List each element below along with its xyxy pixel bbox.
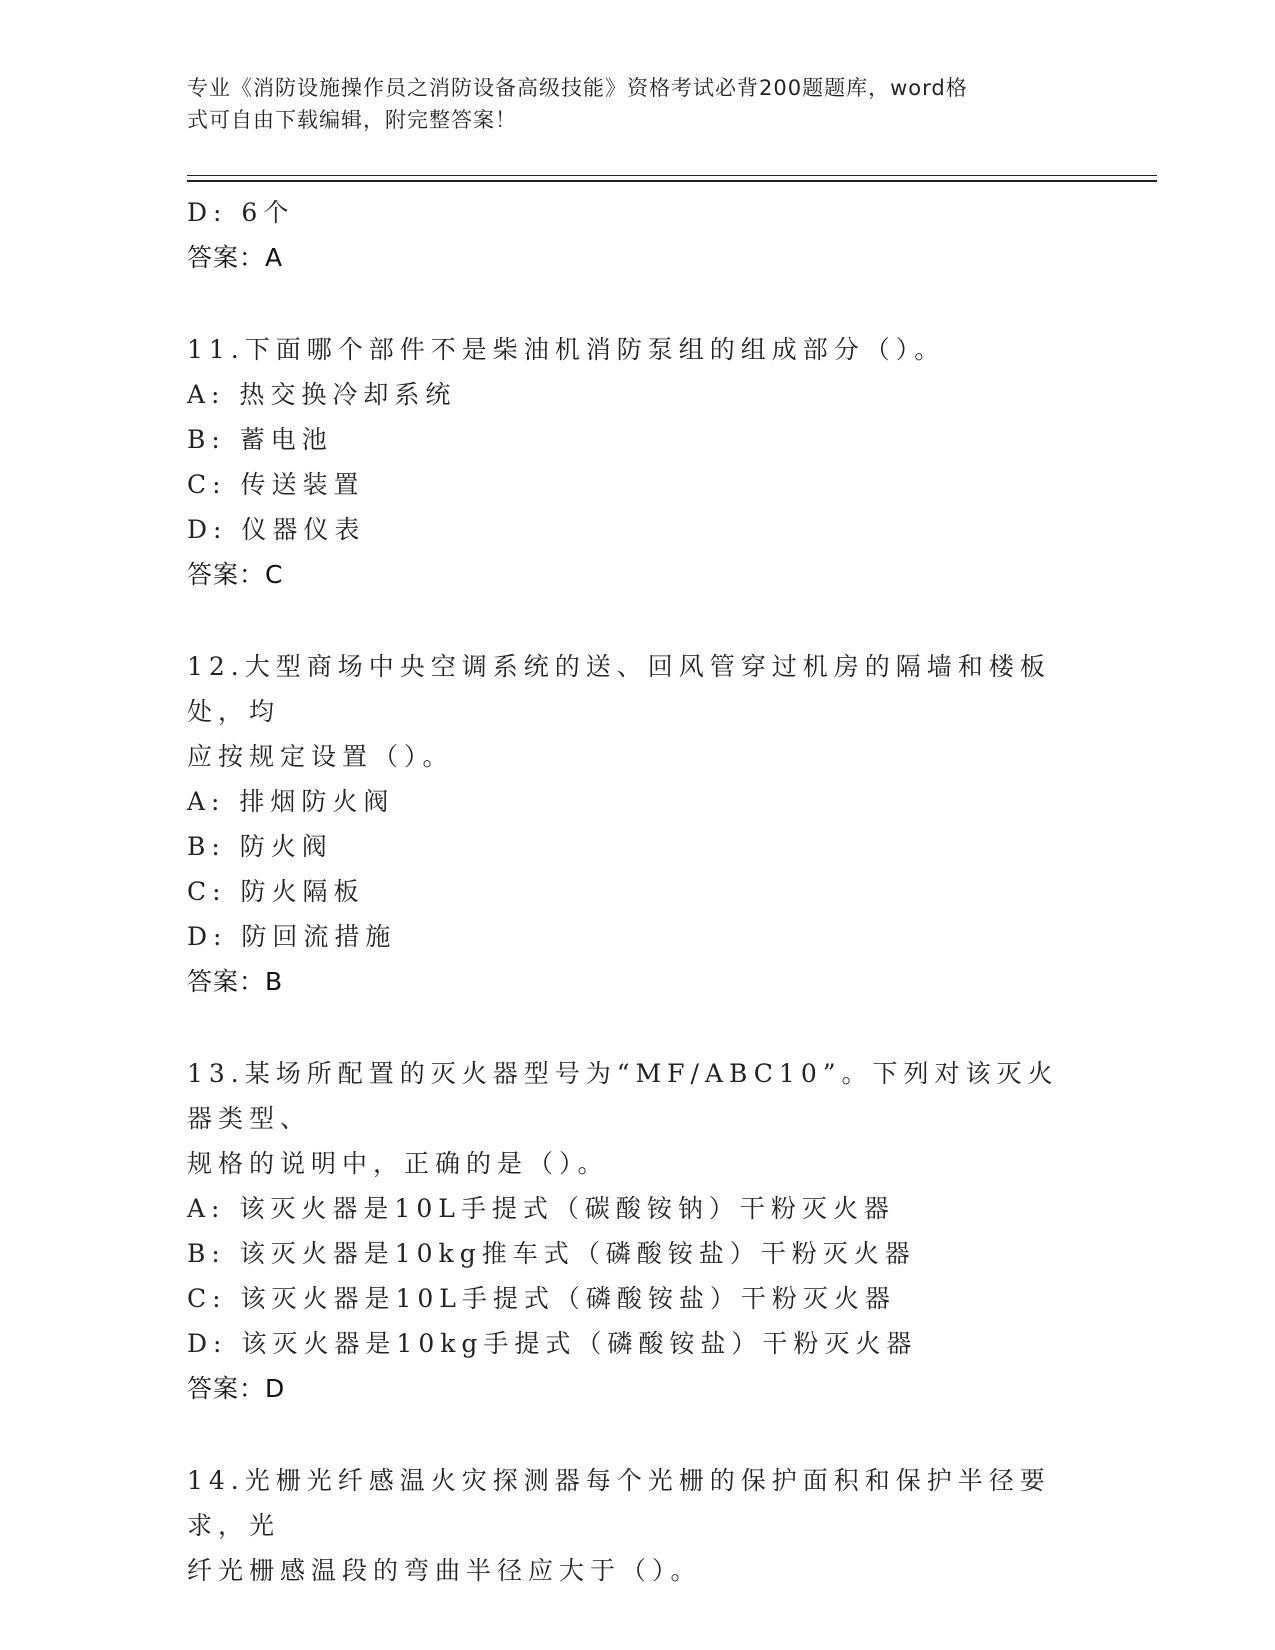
option-a: A: 该灭火器是10L手提式（碳酸铵钠）干粉灭火器 bbox=[187, 1194, 895, 1223]
option-d: D: 仪器仪表 bbox=[187, 515, 366, 544]
option-b: B: 该灭火器是10kg推车式（磷酸铵盐）干粉灭火器 bbox=[187, 1239, 916, 1268]
question-14 bbox=[187, 1458, 1087, 1593]
option-c: C: 该灭火器是10L手提式（磷酸铵盐）干粉灭火器 bbox=[187, 1284, 896, 1313]
page-header bbox=[187, 72, 1087, 136]
option-c: C: 防火隔板 bbox=[187, 877, 365, 906]
question-list bbox=[187, 190, 1087, 1593]
option-a: A: 排烟防火阀 bbox=[187, 787, 395, 816]
spacer bbox=[187, 280, 1087, 327]
spacer bbox=[187, 1004, 1087, 1051]
answer-line: 答案：D bbox=[187, 1374, 286, 1403]
question-stem-line-1: 12.大型商场中央空调系统的送、回风管穿过机房的隔墙和楼板处，均 bbox=[187, 652, 1051, 726]
option-a: A: 热交换冷却系统 bbox=[187, 380, 457, 409]
question-stem-line-2: 应按规定设置（）。 bbox=[187, 742, 454, 771]
header-line-2: 式可自由下载编辑，附完整答案！ bbox=[187, 108, 517, 132]
header-divider-thin bbox=[187, 175, 1157, 176]
question-stem: 11.下面哪个部件不是柴油机消防泵组的组成部分（）。 bbox=[187, 335, 946, 364]
option-d: D: 6个 bbox=[187, 198, 295, 227]
option-b: B: 蓄电池 bbox=[187, 425, 333, 454]
option-b: B: 防火阀 bbox=[187, 832, 333, 861]
option-d: D: 防回流措施 bbox=[187, 922, 397, 951]
answer-line: 答案：A bbox=[187, 243, 284, 272]
question-stem-line-1: 13.某场所配置的灭火器型号为“MF/ABC10”。下列对该灭火器类型、 bbox=[187, 1059, 1059, 1133]
answer-line: 答案：C bbox=[187, 560, 284, 589]
spacer bbox=[187, 1411, 1087, 1458]
option-d: D: 该灭火器是10kg手提式（磷酸铵盐）干粉灭火器 bbox=[187, 1329, 918, 1358]
question-10-tail bbox=[187, 190, 1087, 280]
question-11 bbox=[187, 327, 1087, 597]
answer-line: 答案：B bbox=[187, 967, 284, 996]
question-13 bbox=[187, 1051, 1087, 1411]
option-c: C: 传送装置 bbox=[187, 470, 365, 499]
question-stem-line-2: 规格的说明中，正确的是（）。 bbox=[187, 1149, 609, 1178]
spacer bbox=[187, 597, 1087, 644]
question-stem-line-2: 纤光栅感温段的弯曲半径应大于（）。 bbox=[187, 1556, 702, 1585]
header-line-1: 专业《消防设施操作员之消防设备高级技能》资格考试必背200题题库，word格 bbox=[187, 76, 968, 100]
header-divider-thick bbox=[187, 180, 1157, 182]
question-stem-line-1: 14.光栅光纤感温火灾探测器每个光栅的保护面积和保护半径要求，光 bbox=[187, 1466, 1051, 1540]
question-12 bbox=[187, 644, 1087, 1004]
